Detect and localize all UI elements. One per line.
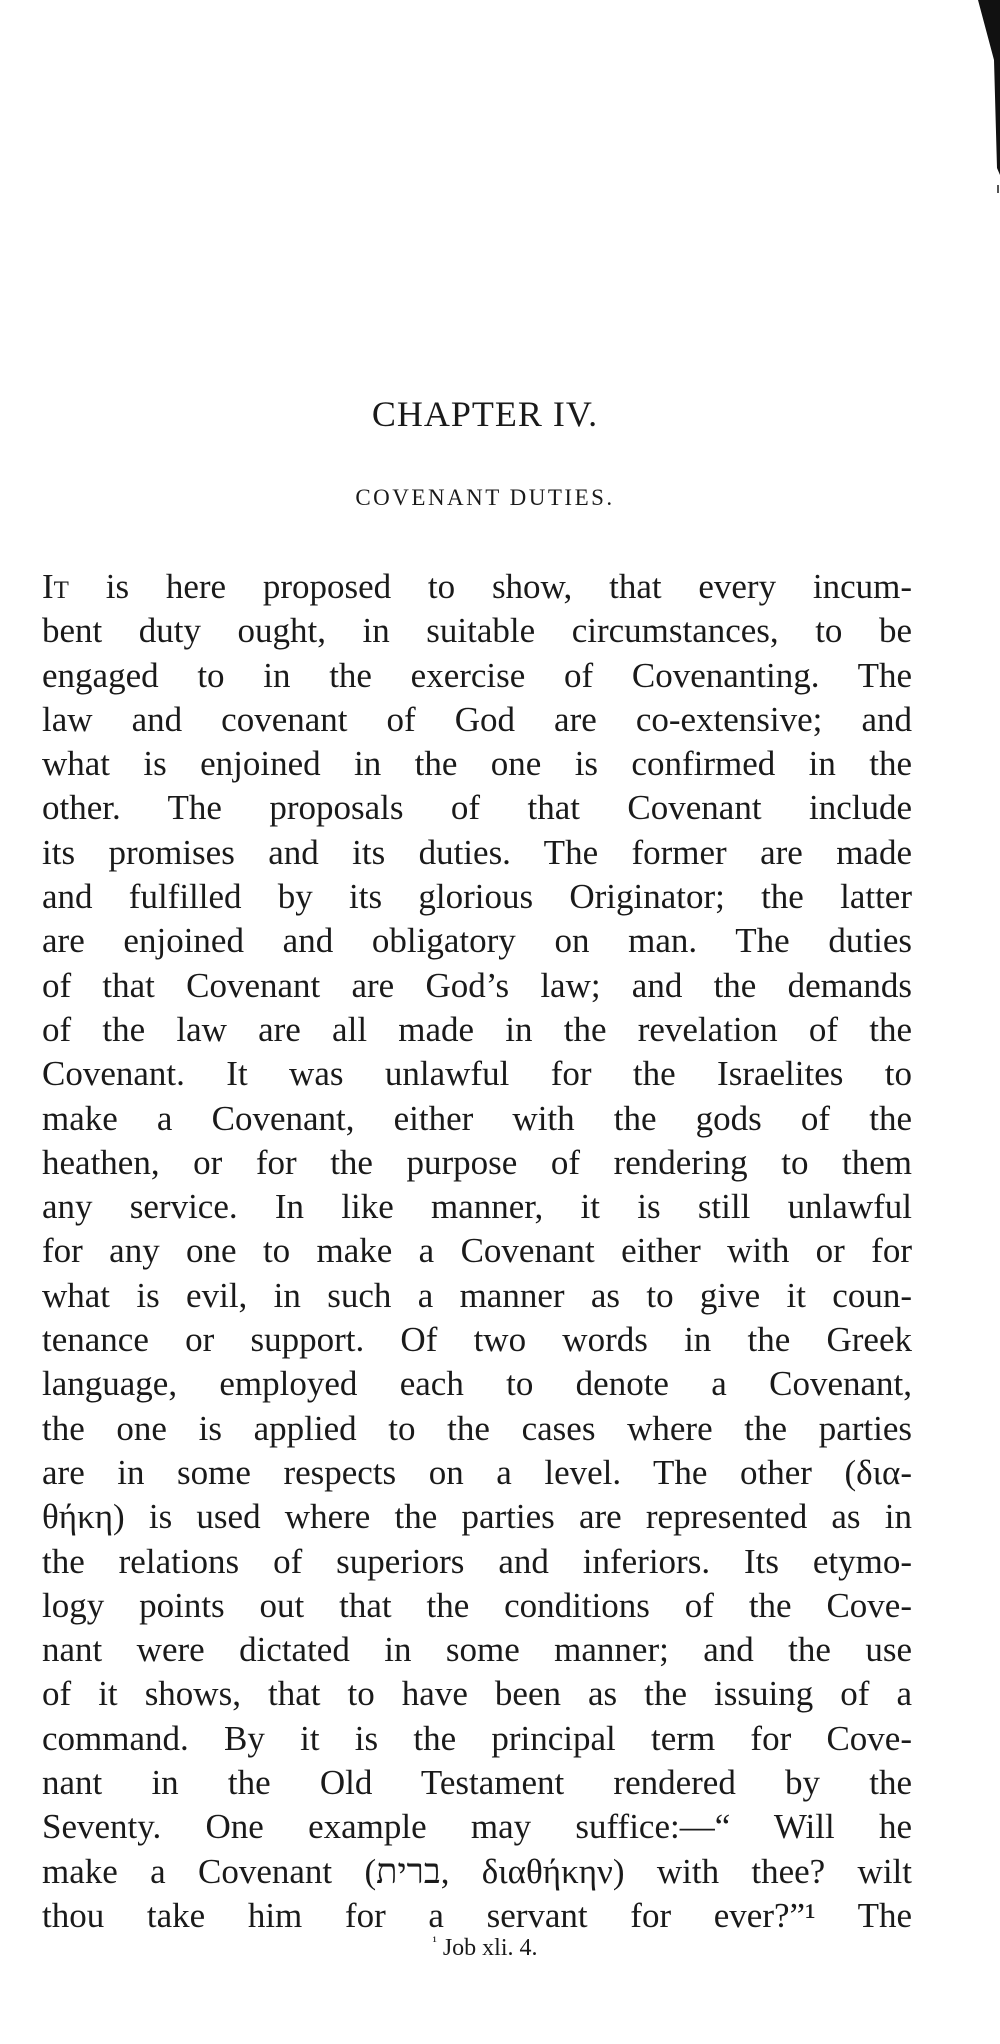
text-line: and fulfilled by its glorious Originator; the latter [42,877,912,917]
footnote-marker: ¹ [432,1934,437,1950]
text-line: the one is applied to the cases where the parties [42,1408,912,1448]
body-text [42,565,912,1938]
text-line: heathen, or for the purpose of rendering to them [42,1142,912,1182]
text-line: bent duty ought, in suitable circumstances, to be [42,611,912,651]
text-line: what is enjoined in the one is confirmed in the [42,744,912,784]
text-line: any service. In like manner, it is still unlawful [42,1187,912,1227]
drop-word: It [42,567,69,606]
text-line: tenance or support. Of two words in the Greek [42,1320,912,1360]
text-line: make a Covenant (ברית, διαθήκην) with thee? wilt [42,1851,912,1891]
section-title: COVENANT DUTIES. [355,485,615,510]
text-line: of the law are all made in the revelation of the [42,1009,912,1049]
text-line: other. The proposals of that Covenant include [42,788,912,828]
text-line: It is here proposed to show, that every incum- [42,567,912,606]
text-line: the relations of superiors and inferiors. Its etymo- [42,1541,912,1581]
text-line: make a Covenant, either with the gods of the [42,1098,912,1138]
text-line: of it shows, that to have been as the issuing of a [42,1674,912,1714]
page-edge-shadow [978,0,1000,200]
page-edge-icon [978,0,1000,200]
text-line: what is evil, in such a manner as to give it coun- [42,1275,912,1315]
text-line: Covenant. It was unlawful for the Israelites to [42,1054,912,1094]
text-line: its promises and its duties. The former are made [42,832,912,872]
text-line: language, employed each to denote a Covenant, [42,1364,912,1404]
text-line: logy points out that the conditions of the Cove- [42,1585,912,1625]
footnote-text: Job xli. 4. [442,1935,538,1961]
footnote [0,1935,970,1962]
text-line: engaged to in the exercise of Covenanting. The [42,655,912,695]
text-line: for any one to make a Covenant either with or for [42,1231,912,1271]
text-line: of that Covenant are God’s law; and the demands [42,965,912,1005]
text-line: nant in the Old Testament rendered by the [42,1763,912,1803]
text-line: law and covenant of God are co-extensive; and [42,699,912,739]
text-line: are in some respects on a level. The other (δια- [42,1452,912,1492]
text-line: are enjoined and obligatory on man. The duties [42,921,912,961]
text-line: command. By it is the principal term for Cove- [42,1718,912,1758]
text-line: nant were dictated in some manner; and the use [42,1630,912,1670]
text-line: θήκη) is used where the parties are represented as in [42,1497,912,1537]
text-line: thou take him for a servant for ever?”¹ The [42,1895,912,1935]
chapter-title: CHAPTER IV. [371,394,599,434]
text-line: Seventy. One example may suffice:—“ Will he [42,1807,912,1847]
